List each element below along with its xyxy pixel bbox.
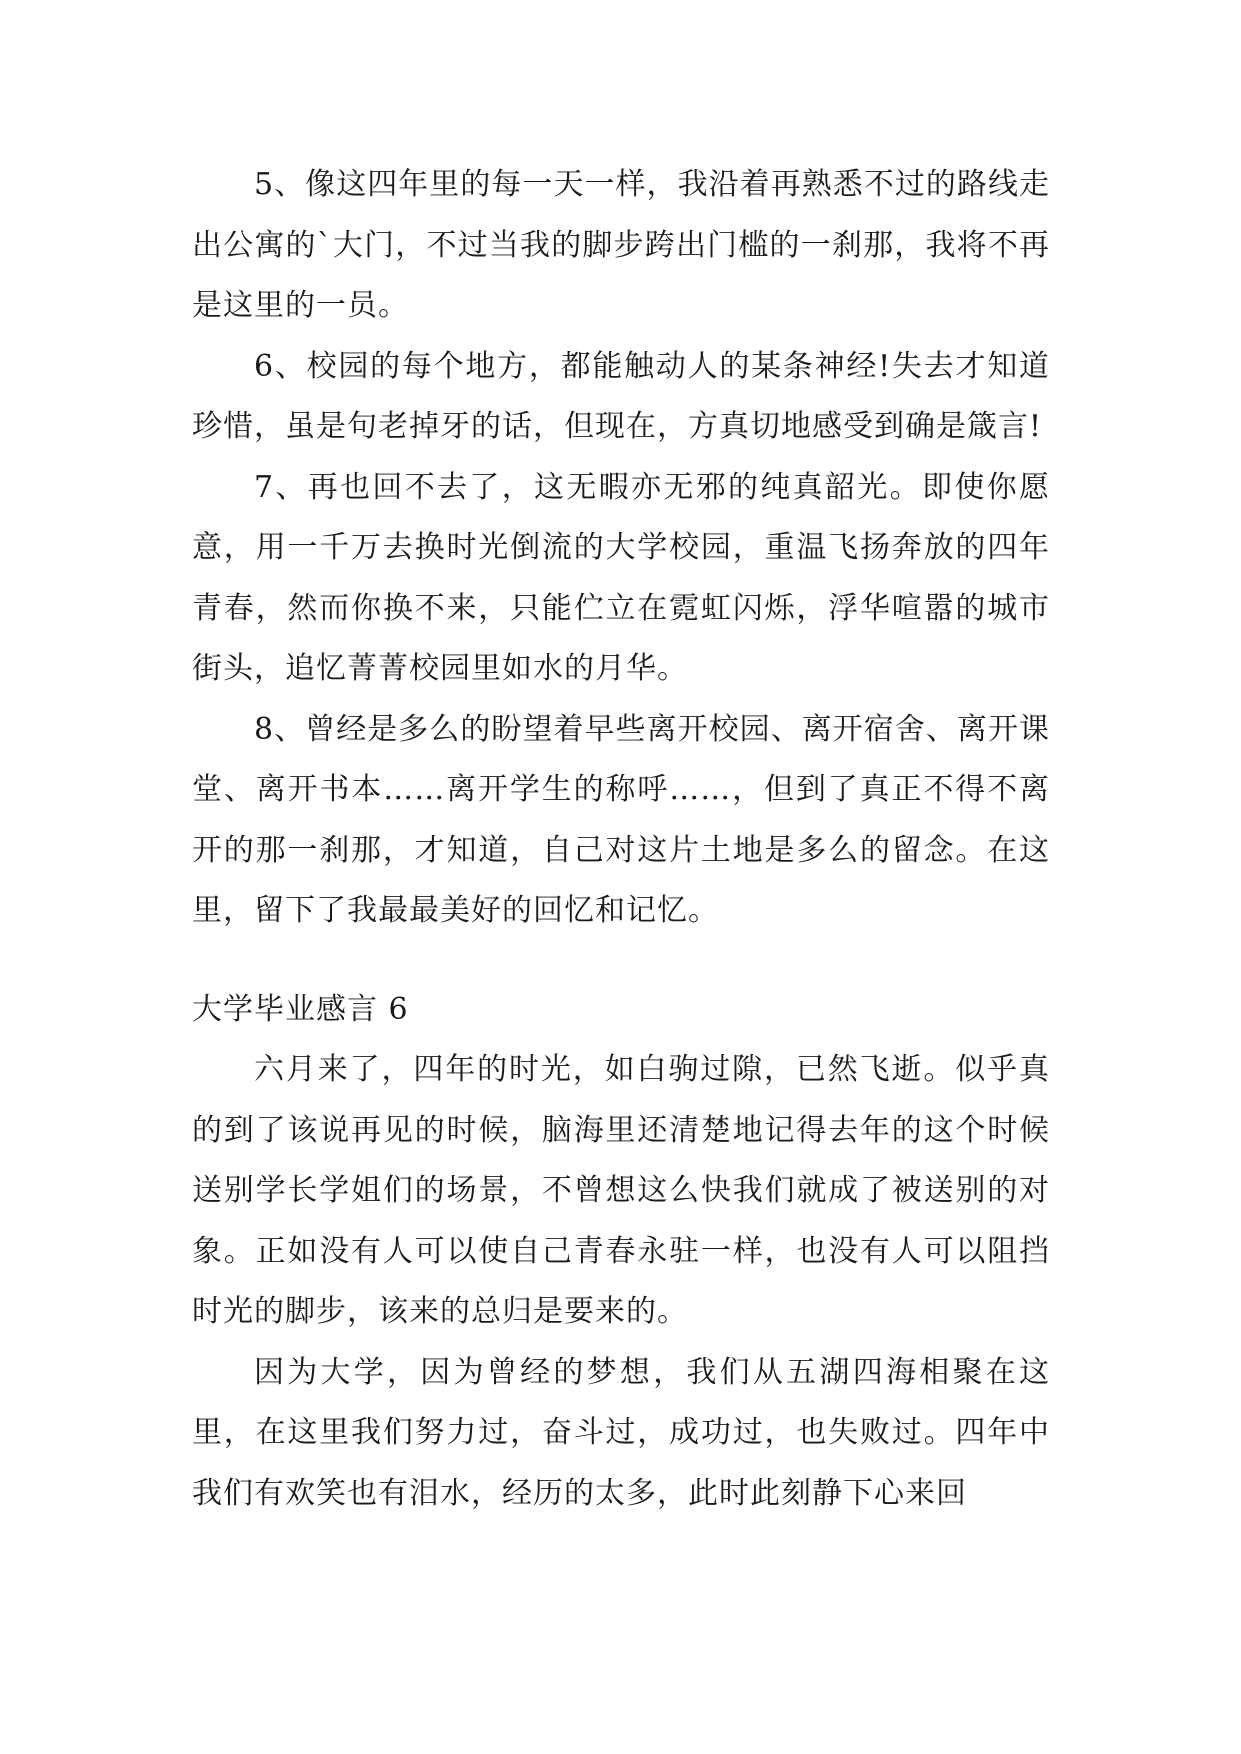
- paragraph-intro: 六月来了，四年的时光，如白驹过隙，已然飞逝。似乎真的到了该说再见的时候，脑海里还清楚地记得去年的这个时候送别学长学姐们的场景，不曾想这么快我们就成了被送别的对象。正如没有人可以使自己青春永驻一样，也没有人可以阻挡时光的脚步，该来的总归是要来的。: [192, 1052, 1050, 1329]
- paragraph-continued: 因为大学，因为曾经的梦想，我们从五湖四海相聚在这里，在这里我们努力过，奋斗过，成功过，也失败过。四年中我们有欢笑也有泪水，经历的太多，此时此刻静下心来回: [192, 1354, 1050, 1511]
- paragraph-item-8: 8、曾经是多么的盼望着早些离开校园、离开宿舍、离开课堂、离开书本……离开学生的称呼……，但到了真正不得不离开的那一刹那，才知道，自己对这片土地是多么的留念。在这里，留下了我最最美好的回忆和记忆。: [192, 711, 1050, 928]
- paragraph-item-6: 6、校园的每个地方，都能触动人的某条神经!失去才知道珍惜，虽是句老掉牙的话，但现在，方真切地感受到确是箴言!: [192, 348, 1050, 444]
- paragraph-item-5: 5、像这四年里的每一天一样，我沿着再熟悉不过的路线走出公寓的`大门，不过当我的脚步跨出门槛的一刹那，我将不再是这里的一员。: [192, 167, 1050, 323]
- document-body: [192, 155, 1050, 1524]
- paragraph-item-7: 7、再也回不去了，这无暇亦无邪的纯真韶光。即使你愿意，用一千万去换时光倒流的大学校园，重温飞扬奔放的四年青春，然而你换不来，只能伫立在霓虹闪烁，浮华喧嚣的城市街头，追忆菁菁校园里如水的月华。: [192, 469, 1050, 686]
- section-heading: 大学毕业感言 6: [192, 991, 409, 1027]
